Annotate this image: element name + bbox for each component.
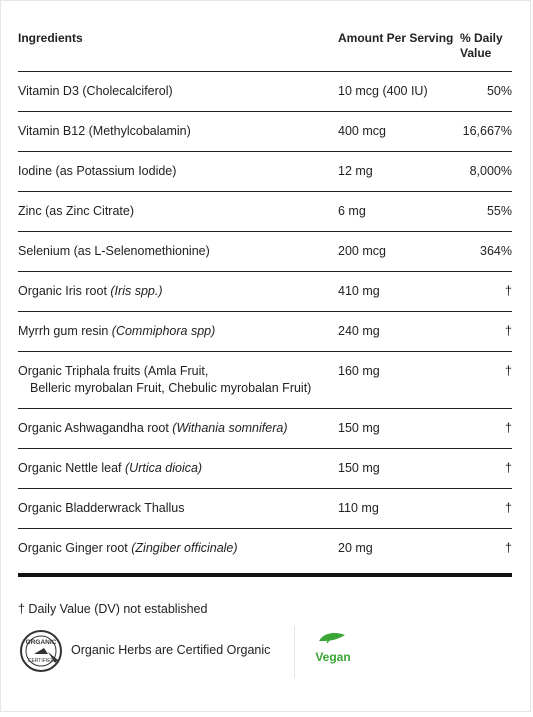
ingredient-row: [18, 272, 512, 312]
ingredient-daily-value: †: [460, 489, 512, 529]
certification-badges: [18, 626, 512, 678]
ingredient-name: Vitamin D3 (Cholecalciferol): [18, 72, 338, 112]
ingredient-amount: 160 mg: [338, 352, 460, 409]
ingredient-name-line2: Belleric myrobalan Fruit, Chebulic myrobalan Fruit): [30, 381, 312, 395]
ingredients-table: [18, 23, 512, 568]
ingredient-row: [18, 449, 512, 489]
ingredient-row: [18, 312, 512, 352]
badge-divider: [294, 626, 295, 678]
ingredient-row: [18, 529, 512, 569]
ingredient-amount: 400 mcg: [338, 112, 460, 152]
header-dv-line2: Value: [460, 46, 492, 60]
organic-logo-top-text: ORGANIC: [25, 639, 57, 646]
ingredient-daily-value: †: [505, 541, 512, 555]
ingredient-amount: 410 mg: [338, 272, 460, 312]
ingredient-name: Selenium (as L-Selenomethionine): [18, 232, 338, 272]
ingredient-amount: 10 mcg (400 IU): [338, 72, 460, 112]
ingredient-daily-value: †: [460, 352, 512, 409]
ingredient-row: [18, 352, 512, 409]
ingredient-row: [18, 72, 512, 112]
ingredient-daily-value: 50%: [460, 72, 512, 112]
ingredient-name: Organic Ashwagandha root (Withania somnifera): [18, 409, 338, 449]
ingredient-botanical-name: (Withania somnifera): [172, 421, 288, 435]
ingredient-name: Organic Iris root (Iris spp.): [18, 272, 338, 312]
ingredient-amount: 6 mg: [338, 192, 460, 232]
ingredient-name: Organic Triphala fruits (Amla Fruit, Belleric myrobalan Fruit, Chebulic myrobalan Fruit): [18, 352, 338, 409]
ingredient-daily-value: †: [460, 272, 512, 312]
ingredient-row: [18, 232, 512, 272]
ingredient-row: [18, 112, 512, 152]
ingredient-daily-value: †: [460, 449, 512, 489]
ingredient-botanical-name: (Zingiber officinale): [131, 541, 238, 555]
ingredient-row: [18, 409, 512, 449]
ingredient-botanical-name: (Commiphora spp): [111, 324, 216, 338]
ingredient-amount: 200 mcg: [338, 232, 460, 272]
organic-logo-bottom-text: CERTIFIED: [27, 658, 55, 664]
ingredient-daily-value: 364%: [460, 232, 512, 272]
header-daily-value: [460, 23, 512, 72]
header-amount: Amount Per Serving: [338, 23, 460, 72]
ingredient-amount: 150 mg: [338, 409, 460, 449]
header-ingredients: Ingredients: [18, 23, 338, 72]
ingredient-amount: 150 mg: [338, 449, 460, 489]
ingredient-row: [18, 489, 512, 529]
ingredient-botanical-name: (Urtica dioica): [125, 461, 203, 475]
ingredient-amount: 240 mg: [338, 312, 460, 352]
ingredient-daily-value: 16,667%: [460, 112, 512, 152]
ingredient-amount: 12 mg: [338, 152, 460, 192]
ingredient-name: Vitamin B12 (Methylcobalamin): [18, 112, 338, 152]
ingredient-name: Myrrh gum resin (Commiphora spp): [18, 312, 338, 352]
vegan-logo: [311, 631, 355, 669]
ingredient-daily-value: †: [460, 409, 512, 449]
ingredient-daily-value: †: [460, 312, 512, 352]
ingredient-name: Iodine (as Potassium Iodide): [18, 152, 338, 192]
header-dv-line1: % Daily: [460, 31, 503, 45]
ingredient-name: Zinc (as Zinc Citrate): [18, 192, 338, 232]
organic-logo-mark: [34, 648, 48, 654]
ingredient-name: Organic Ginger root (Zingiber officinale): [18, 541, 238, 555]
footnote: † Daily Value (DV) not established: [18, 602, 208, 616]
ingredient-name: Organic Bladderwrack Thallus: [18, 489, 338, 529]
ingredient-amount: 110 mg: [338, 489, 460, 529]
ingredient-botanical-name: (Iris spp.): [110, 284, 163, 298]
organic-certification-text: Organic Herbs are Certified Organic: [71, 643, 271, 657]
organic-certified-logo: [18, 628, 64, 674]
ingredient-daily-value: 55%: [460, 192, 512, 232]
ingredient-row: [18, 152, 512, 192]
ingredient-name: Organic Nettle leaf (Urtica dioica): [18, 449, 338, 489]
vegan-label: Vegan: [315, 650, 351, 664]
ingredient-daily-value: 8,000%: [460, 152, 512, 192]
ingredient-row: [18, 192, 512, 232]
table-header-row: [18, 23, 512, 72]
table-bottom-rule: [18, 573, 512, 577]
ingredient-amount: 20 mg: [338, 541, 373, 555]
